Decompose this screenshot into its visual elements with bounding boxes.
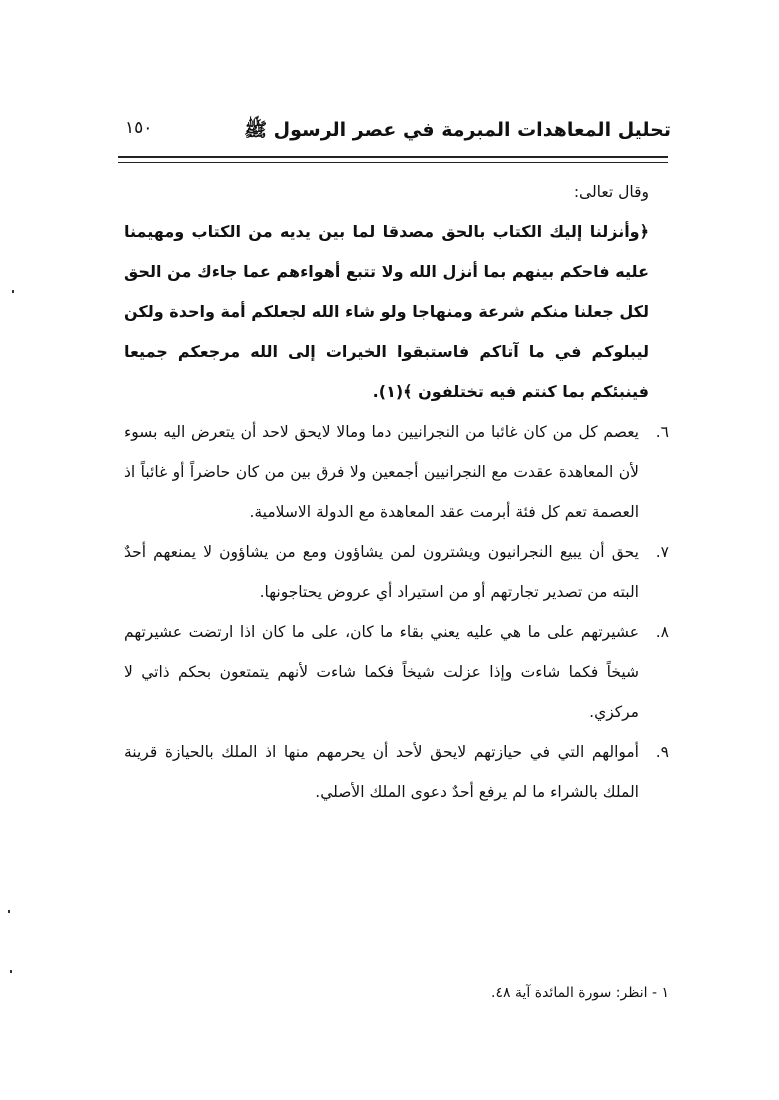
list-item-number: ٧. [655, 543, 669, 561]
list-item [124, 532, 669, 612]
header-rule-thin [118, 162, 668, 163]
numbered-list [124, 412, 669, 812]
scan-speck [10, 970, 12, 973]
page-body [124, 172, 669, 812]
list-item [124, 732, 669, 812]
list-item [124, 612, 669, 732]
list-item-text: يحق أن يبيع النجرانيون ويشترون لمن يشاؤون ومع من يشاؤون لا يمنعهم أحدٌ البته من تصدير تجارتهم أو من استيراد أي عروض يحتاجونها. [124, 543, 639, 601]
page-number: ١٥٠ [125, 118, 153, 138]
list-item [124, 412, 669, 532]
list-item-text: عشيرتهم على ما هي عليه يعني بقاء ما كان، على ما كان اذا ارتضت عشيرتهم شيخاً فكما شاءت وإذا عزلت شيخاً فكما شاءت لأنهم يتمتعون بحكم ذاتي لا مركزي. [124, 623, 639, 721]
list-item-number: ٦. [655, 423, 669, 441]
list-item-text: أموالهم التي في حيازتهم لايحق لأحد أن يحرمهم منها اذ الملك بالحيازة قرينة الملك بالشراء ما لم يرفع أحدٌ دعوى الملك الأصلي. [124, 743, 639, 801]
scan-speck [12, 290, 14, 293]
list-item-number: ٨. [655, 623, 669, 641]
footnote: ١ - انظر: سورة المائدة آية ٤٨. [491, 985, 669, 1001]
list-item-number: ٩. [655, 743, 669, 761]
list-item-text: يعصم كل من كان غائبا من النجرانيين دما ومالا لايحق لاحد أن يتعرض اليه بسوء لأن المعاهدة عقدت مع النجرانيين أجمعين ولا فرق بين من كان حاضراً أو غائباً اذ العصمة تعم كل فئة أبرمت عقد المعاهدة مع الدولة الاسلامية. [124, 423, 639, 521]
scan-speck [8, 910, 10, 913]
header-rule-thick [118, 156, 668, 158]
running-title: تحليل المعاهدات المبرمة في عصر الرسول ﷺ [244, 119, 671, 141]
quran-verse: ﴿وأنزلنا إليك الكتاب بالحق مصدقا لما بين يديه من الكتاب ومهيمنا عليه فاحكم بينهم بما أنزل الله ولا تتبع أهواءهم عما جاءك من الحق لكل جعلنا منكم شرعة ومنهاجا ولو شاء الله لجعلكم أمة واحدة ولكن ليبلوكم في ما آتاكم فاستبقوا الخيرات إلى الله مرجعكم جميعا فينبئكم بما كنتم فيه تختلفون ﴾(١). [124, 222, 649, 401]
intro-text: وقال تعالى: [573, 183, 649, 201]
